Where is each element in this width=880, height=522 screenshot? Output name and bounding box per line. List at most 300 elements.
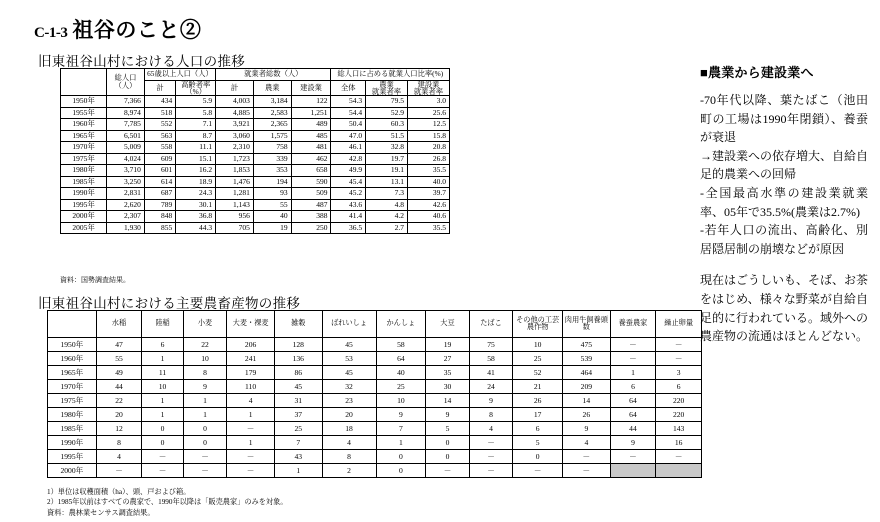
population-source-note: 資料：国勢調査結果。 xyxy=(60,276,130,284)
cell-eld: 563 xyxy=(144,130,175,142)
cell-w_tot: 705 xyxy=(216,222,254,234)
table-row xyxy=(61,130,450,142)
cell-1-3: 241 xyxy=(227,352,275,366)
cell-5-12: 220 xyxy=(656,408,702,422)
cell-8-3: － xyxy=(227,450,275,464)
cell-6-10: 9 xyxy=(563,422,611,436)
row-year: 1950年 xyxy=(48,338,97,352)
cell-w_agri: 339 xyxy=(253,153,291,165)
cell-4-7: 14 xyxy=(426,394,470,408)
cell-w_agri: 2,365 xyxy=(253,119,291,131)
cell-2-3: 179 xyxy=(227,366,275,380)
cell-7-12: 16 xyxy=(656,436,702,450)
cell-r_all: 49.9 xyxy=(331,165,366,177)
cell-w_agri: 3,184 xyxy=(253,96,291,108)
cell-9-1: － xyxy=(142,464,183,478)
cell-r_agri: 32.8 xyxy=(366,142,408,154)
cell-4-0: 22 xyxy=(96,394,142,408)
cell-eld: 614 xyxy=(144,176,175,188)
row-year: 1950年 xyxy=(61,96,107,108)
cell-6-11: 44 xyxy=(610,422,656,436)
table-row xyxy=(61,199,450,211)
cell-eld: 558 xyxy=(144,142,175,154)
cell-eld: 687 xyxy=(144,188,175,200)
cell-eld_rate: 24.3 xyxy=(176,188,216,200)
header-workers-const: 建設業 xyxy=(291,80,331,96)
row-year: 1995年 xyxy=(48,450,97,464)
cell-w_tot: 4,003 xyxy=(216,96,254,108)
cell-r_const: 39.7 xyxy=(407,188,449,200)
livestock-header-13: 繰止卵量 xyxy=(656,311,702,338)
cell-8-0: 4 xyxy=(96,450,142,464)
cell-8-11: － xyxy=(610,450,656,464)
cell-w_agri: 93 xyxy=(253,188,291,200)
cell-9-6: 0 xyxy=(376,464,426,478)
row-year: 1960年 xyxy=(61,119,107,131)
cell-r_const: 40.0 xyxy=(407,176,449,188)
cell-2-11: 1 xyxy=(610,366,656,380)
cell-eld_rate: 5.8 xyxy=(176,107,216,119)
table-row xyxy=(61,165,450,177)
cell-1-1: 1 xyxy=(142,352,183,366)
cell-1-6: 64 xyxy=(376,352,426,366)
cell-r_agri: 79.5 xyxy=(366,96,408,108)
cell-1-4: 136 xyxy=(274,352,322,366)
right-commentary-column xyxy=(700,62,868,346)
cell-8-12: － xyxy=(656,450,702,464)
cell-0-6: 58 xyxy=(376,338,426,352)
header-workers-total: 計 xyxy=(216,80,254,96)
cell-2-12: 3 xyxy=(656,366,702,380)
cell-w_tot: 3,060 xyxy=(216,130,254,142)
table-row xyxy=(48,450,702,464)
cell-3-7: 30 xyxy=(426,380,470,394)
population-table-head xyxy=(61,69,450,96)
header-ratio-agri: 農業 就業者率 xyxy=(366,80,408,96)
cell-7-11: 9 xyxy=(610,436,656,450)
cell-6-4: 25 xyxy=(274,422,322,436)
cell-w_tot: 1,143 xyxy=(216,199,254,211)
population-table-container xyxy=(60,68,450,234)
livestock-header-11: 肉用牛飼養頭数 xyxy=(563,311,611,338)
header-workers-group: 就業者総数（人） xyxy=(216,69,331,81)
cell-eld_rate: 11.1 xyxy=(176,142,216,154)
cell-eld_rate: 8.7 xyxy=(176,130,216,142)
cell-1-10: 539 xyxy=(563,352,611,366)
cell-pop: 2,307 xyxy=(107,211,145,223)
cell-3-2: 9 xyxy=(183,380,227,394)
cell-9-10: － xyxy=(563,464,611,478)
cell-8-5: 8 xyxy=(322,450,376,464)
title-main: 祖谷のこと② xyxy=(72,18,202,42)
cell-6-1: 0 xyxy=(142,422,183,436)
cell-7-4: 7 xyxy=(274,436,322,450)
cell-pop: 5,009 xyxy=(107,142,145,154)
cell-4-11: 64 xyxy=(610,394,656,408)
cell-5-10: 26 xyxy=(563,408,611,422)
cell-6-9: 6 xyxy=(513,422,563,436)
cell-w_const: 481 xyxy=(291,142,331,154)
cell-w_agri: 1,575 xyxy=(253,130,291,142)
cell-4-1: 1 xyxy=(142,394,183,408)
population-section-heading: 旧東祖谷山村における人口の推移 xyxy=(38,54,245,69)
row-year: 2000年 xyxy=(48,464,97,478)
table-row xyxy=(48,338,702,352)
row-year: 1960年 xyxy=(48,352,97,366)
cell-5-7: 9 xyxy=(426,408,470,422)
cell-9-12 xyxy=(656,464,702,478)
cell-2-10: 464 xyxy=(563,366,611,380)
cell-5-8: 8 xyxy=(469,408,513,422)
cell-r_all: 42.8 xyxy=(331,153,366,165)
cell-5-2: 1 xyxy=(183,408,227,422)
cell-r_const: 25.6 xyxy=(407,107,449,119)
cell-3-0: 44 xyxy=(96,380,142,394)
row-year: 1985年 xyxy=(61,176,107,188)
footnote-source: 資料：農林業センサス調査結果。 xyxy=(47,508,155,517)
table-row xyxy=(61,211,450,223)
cell-eld_rate: 36.8 xyxy=(176,211,216,223)
cell-3-6: 25 xyxy=(376,380,426,394)
cell-pop: 2,831 xyxy=(107,188,145,200)
table-row xyxy=(48,352,702,366)
cell-w_const: 462 xyxy=(291,153,331,165)
cell-eld: 855 xyxy=(144,222,175,234)
cell-eld: 434 xyxy=(144,96,175,108)
cell-0-4: 128 xyxy=(274,338,322,352)
header-workers-agri: 農業 xyxy=(253,80,291,96)
cell-eld_rate: 30.1 xyxy=(176,199,216,211)
cell-w_tot: 3,921 xyxy=(216,119,254,131)
cell-9-7: － xyxy=(426,464,470,478)
table-row xyxy=(61,222,450,234)
cell-0-7: 19 xyxy=(426,338,470,352)
cell-3-3: 110 xyxy=(227,380,275,394)
table-row xyxy=(48,366,702,380)
livestock-header-3: 小麦 xyxy=(183,311,227,338)
row-year: 2000年 xyxy=(61,211,107,223)
livestock-header-8: 大豆 xyxy=(426,311,470,338)
cell-8-2: － xyxy=(183,450,227,464)
right-paragraph-2: 現在はごうしいも、そば、お茶をはじめ、様々な野菜が自給自足的に行われている。域外への農産物の流通はほとんどない。 xyxy=(700,273,869,344)
cell-0-2: 22 xyxy=(183,338,227,352)
cell-9-2: － xyxy=(183,464,227,478)
cell-9-0: － xyxy=(96,464,142,478)
cell-9-3: － xyxy=(227,464,275,478)
cell-6-12: 143 xyxy=(656,422,702,436)
cell-pop: 7,366 xyxy=(107,96,145,108)
cell-r_all: 54.3 xyxy=(331,96,366,108)
cell-8-9: 0 xyxy=(513,450,563,464)
cell-1-9: 25 xyxy=(513,352,563,366)
cell-3-12: 6 xyxy=(656,380,702,394)
cell-8-10: － xyxy=(563,450,611,464)
row-year: 2005年 xyxy=(61,222,107,234)
population-table xyxy=(60,68,450,234)
table-row xyxy=(61,176,450,188)
cell-r_const: 26.8 xyxy=(407,153,449,165)
cell-r_all: 47.0 xyxy=(331,130,366,142)
cell-w_const: 485 xyxy=(291,130,331,142)
cell-4-6: 10 xyxy=(376,394,426,408)
cell-w_const: 388 xyxy=(291,211,331,223)
cell-0-10: 475 xyxy=(563,338,611,352)
header-ratio-all: 全体 xyxy=(331,80,366,96)
cell-2-6: 40 xyxy=(376,366,426,380)
cell-r_all: 41.4 xyxy=(331,211,366,223)
table-row xyxy=(61,142,450,154)
table-row xyxy=(61,153,450,165)
cell-w_agri: 40 xyxy=(253,211,291,223)
cell-6-5: 18 xyxy=(322,422,376,436)
cell-w_const: 250 xyxy=(291,222,331,234)
cell-9-5: 2 xyxy=(322,464,376,478)
livestock-header-0 xyxy=(48,311,97,338)
page-title xyxy=(34,14,201,44)
footnote-2: 2）1985年以前はすべての農家で、1990年以降は「販売農家」のみを対象。 xyxy=(47,498,288,507)
cell-5-11: 64 xyxy=(610,408,656,422)
livestock-table xyxy=(47,310,702,478)
cell-1-7: 27 xyxy=(426,352,470,366)
cell-1-2: 10 xyxy=(183,352,227,366)
cell-5-6: 9 xyxy=(376,408,426,422)
cell-r_agri: 7.3 xyxy=(366,188,408,200)
livestock-header-7: かんしょ xyxy=(376,311,426,338)
cell-1-11: － xyxy=(610,352,656,366)
cell-6-7: 5 xyxy=(426,422,470,436)
cell-4-10: 14 xyxy=(563,394,611,408)
cell-eld_rate: 5.9 xyxy=(176,96,216,108)
cell-eld_rate: 18.9 xyxy=(176,176,216,188)
livestock-header-10: その他の工芸農作物 xyxy=(513,311,563,338)
cell-2-5: 45 xyxy=(322,366,376,380)
right-paragraph-1: ‐70年代以降、葉たばこ（池田町の工場は1990年閉鎖）、養蚕が衰退 →建設業への依存増大、自給自足的農業への回帰 ‐全国最高水準の建設業就業率、05年で35.5%(農業は2.7%) ‐若年人口の流出、高齢化、別居隠居制の崩壊などが原因 xyxy=(700,93,869,256)
header-ratio-const: 建設業 就業者率 xyxy=(407,80,449,96)
row-year: 1995年 xyxy=(61,199,107,211)
cell-0-0: 47 xyxy=(96,338,142,352)
cell-3-10: 209 xyxy=(563,380,611,394)
cell-2-4: 86 xyxy=(274,366,322,380)
cell-4-5: 23 xyxy=(322,394,376,408)
cell-w_tot: 1,853 xyxy=(216,165,254,177)
row-year: 1975年 xyxy=(61,153,107,165)
livestock-header-2: 陸稲 xyxy=(142,311,183,338)
cell-r_all: 45.2 xyxy=(331,188,366,200)
cell-4-12: 220 xyxy=(656,394,702,408)
cell-9-4: 1 xyxy=(274,464,322,478)
cell-r_agri: 4.8 xyxy=(366,199,408,211)
cell-2-9: 52 xyxy=(513,366,563,380)
cell-r_const: 35.5 xyxy=(407,165,449,177)
cell-4-3: 4 xyxy=(227,394,275,408)
row-year: 1975年 xyxy=(48,394,97,408)
cell-3-5: 32 xyxy=(322,380,376,394)
cell-3-1: 10 xyxy=(142,380,183,394)
cell-pop: 6,501 xyxy=(107,130,145,142)
cell-2-2: 8 xyxy=(183,366,227,380)
cell-7-2: 0 xyxy=(183,436,227,450)
cell-eld: 609 xyxy=(144,153,175,165)
cell-7-1: 0 xyxy=(142,436,183,450)
cell-2-1: 11 xyxy=(142,366,183,380)
cell-7-8: － xyxy=(469,436,513,450)
cell-r_const: 35.5 xyxy=(407,222,449,234)
cell-w_agri: 758 xyxy=(253,142,291,154)
cell-w_agri: 19 xyxy=(253,222,291,234)
cell-eld: 848 xyxy=(144,211,175,223)
cell-4-8: 9 xyxy=(469,394,513,408)
cell-8-8: － xyxy=(469,450,513,464)
row-year: 1985年 xyxy=(48,422,97,436)
cell-eld: 518 xyxy=(144,107,175,119)
cell-r_const: 40.6 xyxy=(407,211,449,223)
cell-4-2: 1 xyxy=(183,394,227,408)
cell-w_agri: 194 xyxy=(253,176,291,188)
table-row xyxy=(61,107,450,119)
cell-7-0: 8 xyxy=(96,436,142,450)
cell-w_tot: 956 xyxy=(216,211,254,223)
cell-r_all: 50.4 xyxy=(331,119,366,131)
cell-r_agri: 19.7 xyxy=(366,153,408,165)
cell-3-4: 45 xyxy=(274,380,322,394)
livestock-table-container xyxy=(47,310,702,478)
cell-5-5: 20 xyxy=(322,408,376,422)
header-ratio-group: 総人口に占める就業人口比率(%) xyxy=(331,69,450,81)
row-year: 1970年 xyxy=(48,380,97,394)
cell-5-0: 20 xyxy=(96,408,142,422)
cell-w_const: 489 xyxy=(291,119,331,131)
cell-w_const: 122 xyxy=(291,96,331,108)
row-year: 1980年 xyxy=(48,408,97,422)
cell-0-1: 6 xyxy=(142,338,183,352)
table-row xyxy=(61,188,450,200)
cell-1-12: － xyxy=(656,352,702,366)
cell-r_agri: 19.1 xyxy=(366,165,408,177)
cell-r_all: 54.4 xyxy=(331,107,366,119)
cell-r_agri: 13.1 xyxy=(366,176,408,188)
livestock-header-12: 養蚕農家 xyxy=(610,311,656,338)
cell-w_tot: 2,310 xyxy=(216,142,254,154)
cell-r_const: 12.5 xyxy=(407,119,449,131)
cell-6-6: 7 xyxy=(376,422,426,436)
cell-1-8: 58 xyxy=(469,352,513,366)
cell-w_tot: 1,476 xyxy=(216,176,254,188)
cell-6-8: 4 xyxy=(469,422,513,436)
cell-pop: 3,250 xyxy=(107,176,145,188)
cell-7-10: 4 xyxy=(563,436,611,450)
table-row xyxy=(61,96,450,108)
livestock-section-heading: 旧東祖谷山村における主要農畜産物の推移 xyxy=(38,296,301,311)
cell-w_tot: 1,723 xyxy=(216,153,254,165)
cell-0-11: － xyxy=(610,338,656,352)
cell-0-9: 10 xyxy=(513,338,563,352)
cell-pop: 7,785 xyxy=(107,119,145,131)
cell-pop: 4,024 xyxy=(107,153,145,165)
cell-pop: 1,930 xyxy=(107,222,145,234)
cell-7-7: 0 xyxy=(426,436,470,450)
cell-9-11 xyxy=(610,464,656,478)
livestock-header-1: 水稲 xyxy=(96,311,142,338)
cell-7-3: 1 xyxy=(227,436,275,450)
cell-r_all: 46.1 xyxy=(331,142,366,154)
cell-0-12: － xyxy=(656,338,702,352)
table-row xyxy=(48,408,702,422)
header-elderly-total: 計 xyxy=(144,80,175,96)
cell-r_all: 45.4 xyxy=(331,176,366,188)
footnote-1: 1）単位は収穫面積（ha）、頭、戸および箱。 xyxy=(47,488,191,496)
row-year: 1990年 xyxy=(61,188,107,200)
cell-8-7: 0 xyxy=(426,450,470,464)
livestock-table-head xyxy=(48,311,702,338)
livestock-header-row xyxy=(48,311,702,338)
cell-8-6: 0 xyxy=(376,450,426,464)
cell-r_agri: 60.3 xyxy=(366,119,408,131)
livestock-header-9: たばこ xyxy=(469,311,513,338)
table-row xyxy=(48,436,702,450)
table-row xyxy=(48,380,702,394)
cell-0-3: 206 xyxy=(227,338,275,352)
row-year: 1965年 xyxy=(61,130,107,142)
table-row xyxy=(48,422,702,436)
row-year: 1965年 xyxy=(48,366,97,380)
livestock-header-5: 雑穀 xyxy=(274,311,322,338)
cell-eld_rate: 15.1 xyxy=(176,153,216,165)
cell-eld_rate: 7.1 xyxy=(176,119,216,131)
header-elderly-rate: 高齢者率 （%） xyxy=(176,80,216,96)
row-year: 1955年 xyxy=(61,107,107,119)
right-column-heading: ■農業から建設業へ xyxy=(700,65,814,80)
cell-3-9: 21 xyxy=(513,380,563,394)
cell-r_const: 20.8 xyxy=(407,142,449,154)
cell-3-11: 6 xyxy=(610,380,656,394)
cell-6-3: － xyxy=(227,422,275,436)
cell-3-8: 24 xyxy=(469,380,513,394)
table-row xyxy=(48,394,702,408)
livestock-table-body xyxy=(48,338,702,478)
livestock-header-4: 大麦・裸麦 xyxy=(227,311,275,338)
cell-8-1: － xyxy=(142,450,183,464)
cell-r_agri: 4.2 xyxy=(366,211,408,223)
cell-w_agri: 55 xyxy=(253,199,291,211)
cell-9-8: － xyxy=(469,464,513,478)
cell-pop: 3,710 xyxy=(107,165,145,177)
cell-4-4: 31 xyxy=(274,394,322,408)
cell-5-1: 1 xyxy=(142,408,183,422)
cell-r_const: 15.8 xyxy=(407,130,449,142)
header-year xyxy=(61,69,107,96)
livestock-header-6: ばれいしょ xyxy=(322,311,376,338)
row-year: 1970年 xyxy=(61,142,107,154)
header-elderly-group: 65歳以上人口（人） xyxy=(144,69,215,81)
cell-pop: 2,620 xyxy=(107,199,145,211)
cell-7-6: 1 xyxy=(376,436,426,450)
cell-w_const: 487 xyxy=(291,199,331,211)
cell-7-9: 5 xyxy=(513,436,563,450)
cell-w_tot: 1,281 xyxy=(216,188,254,200)
cell-2-7: 35 xyxy=(426,366,470,380)
cell-2-0: 49 xyxy=(96,366,142,380)
cell-eld_rate: 44.3 xyxy=(176,222,216,234)
cell-1-0: 55 xyxy=(96,352,142,366)
cell-2-8: 41 xyxy=(469,366,513,380)
cell-r_all: 36.5 xyxy=(331,222,366,234)
cell-w_tot: 4,885 xyxy=(216,107,254,119)
cell-5-4: 37 xyxy=(274,408,322,422)
cell-5-3: 1 xyxy=(227,408,275,422)
cell-eld_rate: 16.2 xyxy=(176,165,216,177)
cell-0-8: 75 xyxy=(469,338,513,352)
cell-w_const: 1,251 xyxy=(291,107,331,119)
